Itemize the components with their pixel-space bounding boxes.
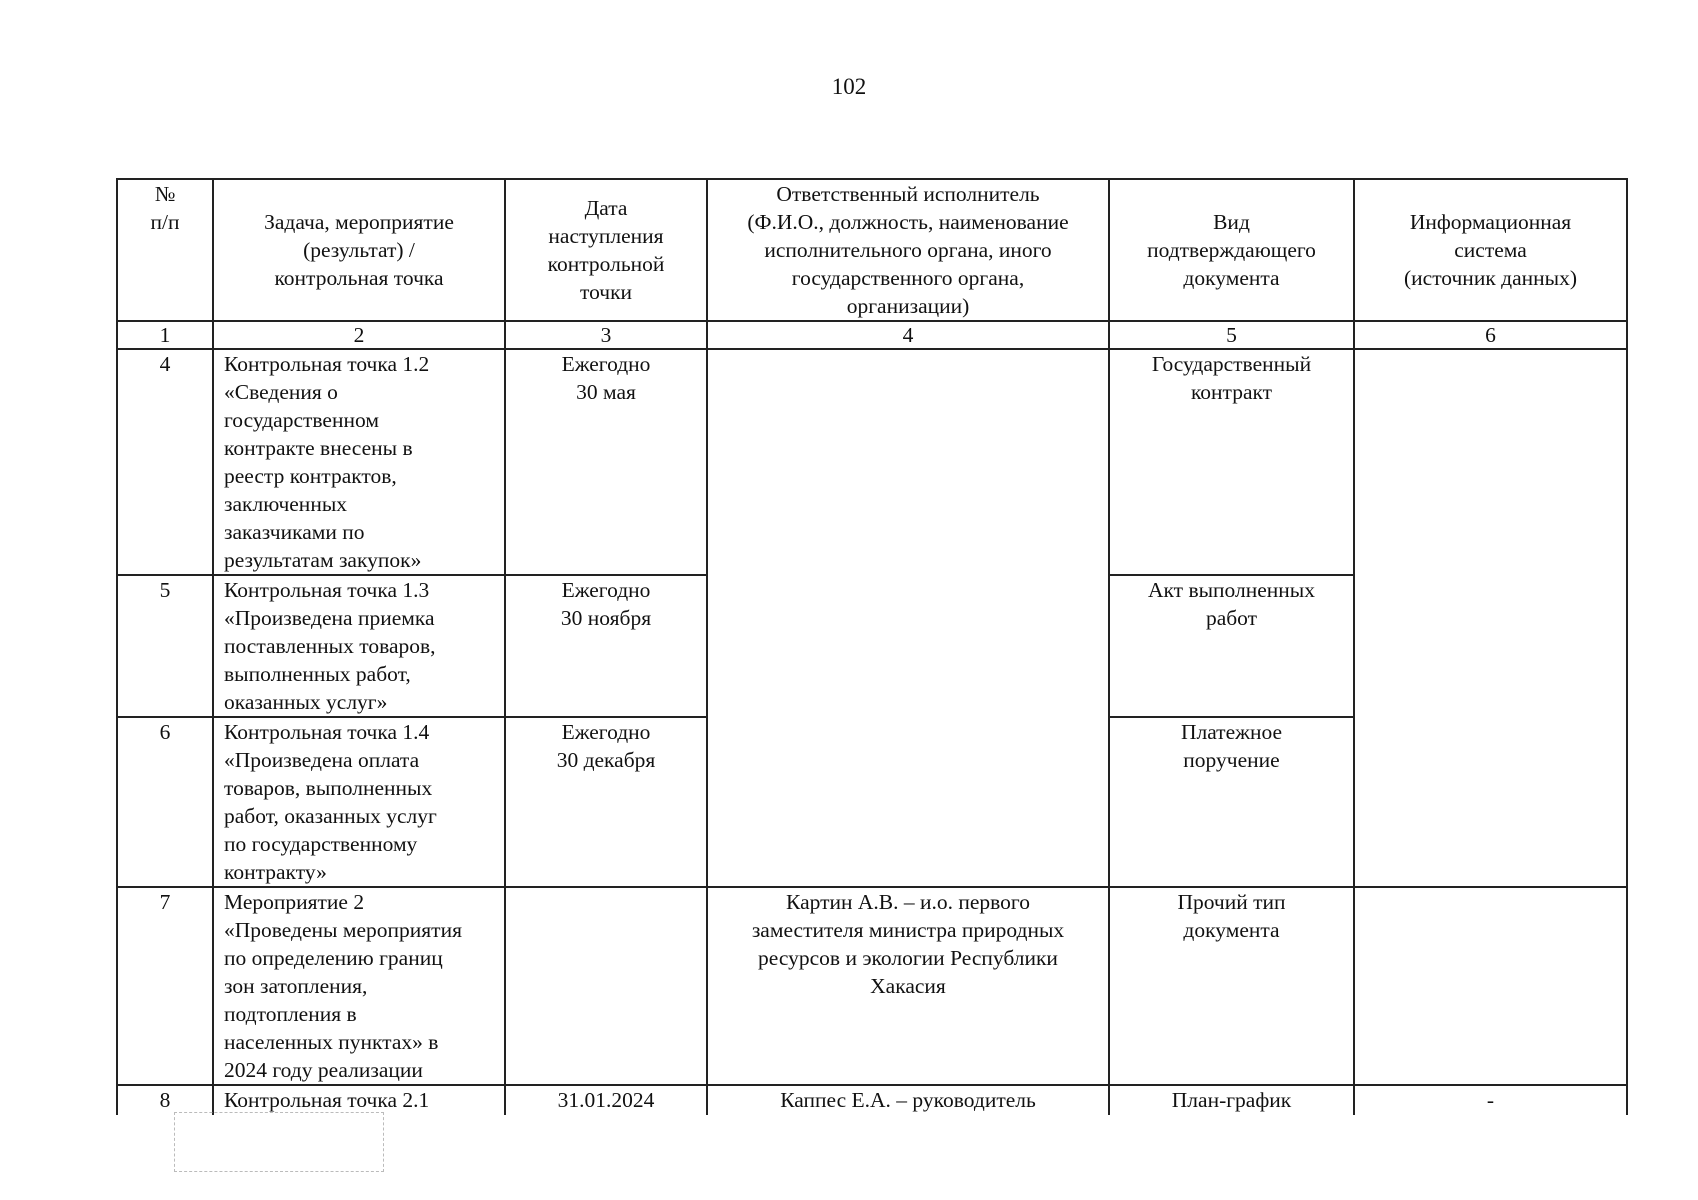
row-document: Прочий тип документа	[1109, 887, 1354, 1085]
page-number: 102	[831, 74, 867, 99]
row-number: 8	[117, 1085, 213, 1115]
row-number: 5	[117, 575, 213, 717]
row-date: Ежегодно 30 ноября	[505, 575, 707, 717]
row-task: Мероприятие 2 «Проведены мероприятия по определению границ зон затопления, подтопления в населенных пунктах» в 2024 году реализации	[213, 887, 505, 1085]
column-number: 3	[505, 321, 707, 349]
header-number: № п/п	[117, 179, 213, 321]
header-info-system: Информационная система (источник данных)	[1354, 179, 1627, 321]
table-row	[117, 1085, 1627, 1115]
column-number: 5	[1109, 321, 1354, 349]
row-date: Ежегодно 30 декабря	[505, 717, 707, 887]
row-date	[505, 887, 707, 1085]
row-info-system	[1354, 349, 1627, 887]
row-date: Ежегодно 30 мая	[505, 349, 707, 575]
header-document-type: Вид подтверждающего документа	[1109, 179, 1354, 321]
row-task: Контрольная точка 1.4 «Произведена оплата товаров, выполненных работ, оказанных услуг по государственному контракту»	[213, 717, 505, 887]
row-info-system	[1354, 887, 1627, 1085]
control-points-table	[116, 178, 1628, 1115]
row-document: Платежное поручение	[1109, 717, 1354, 887]
header-date: Дата наступления контрольной точки	[505, 179, 707, 321]
row-responsible: Картин А.В. – и.о. первого заместителя министра природных ресурсов и экологии Республики Хакасия	[707, 887, 1109, 1085]
row-responsible	[707, 349, 1109, 887]
row-info-system: -	[1354, 1085, 1627, 1115]
table-header-row	[117, 179, 1627, 321]
header-task: Задача, мероприятие (результат) / контрольная точка	[213, 179, 505, 321]
row-task: Контрольная точка 1.3 «Произведена приемка поставленных товаров, выполненных работ, оказанных услуг»	[213, 575, 505, 717]
column-number: 4	[707, 321, 1109, 349]
column-number: 6	[1354, 321, 1627, 349]
row-document: Акт выполненных работ	[1109, 575, 1354, 717]
row-date: 31.01.2024	[505, 1085, 707, 1115]
row-task: Контрольная точка 1.2 «Сведения о государственном контракте внесены в реестр контрактов, заключенных заказчиками по результатам закупок»	[213, 349, 505, 575]
faded-stamp	[174, 1112, 384, 1172]
column-number: 1	[117, 321, 213, 349]
row-number: 4	[117, 349, 213, 575]
header-responsible: Ответственный исполнитель (Ф.И.О., должность, наименование исполнительного органа, иного государственного органа, организации)	[707, 179, 1109, 321]
column-number: 2	[213, 321, 505, 349]
table-row	[117, 887, 1627, 1085]
row-document: План-график	[1109, 1085, 1354, 1115]
column-number-row	[117, 321, 1627, 349]
table-row	[117, 349, 1627, 575]
row-task: Контрольная точка 2.1	[213, 1085, 505, 1115]
row-number: 7	[117, 887, 213, 1085]
row-number: 6	[117, 717, 213, 887]
row-document: Государственный контракт	[1109, 349, 1354, 575]
row-responsible: Каппес Е.А. – руководитель	[707, 1085, 1109, 1115]
